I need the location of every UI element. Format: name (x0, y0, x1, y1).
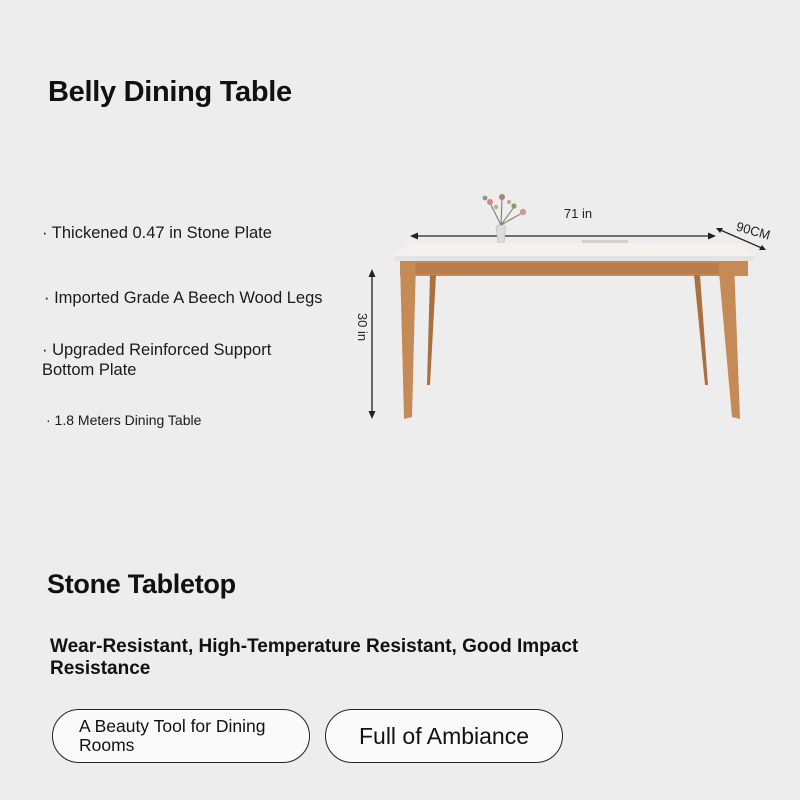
section-description: Wear-Resistant, High-Temperature Resistant, Good Impact Resistance (50, 636, 579, 679)
tag-beauty-tool-label: A Beauty Tool for Dining Rooms (79, 716, 266, 755)
stone-tabletop (394, 243, 754, 261)
product-title: Belly Dining Table (48, 76, 292, 108)
tag-ambiance (325, 709, 563, 763)
height-label: 30 in (355, 312, 370, 342)
height-dimension (355, 269, 376, 419)
tag-ambiance-label: Full of Ambiance (358, 722, 530, 749)
feature-stone-plate: · Thickened 0.47 in Stone Plate (42, 224, 272, 242)
dining-table-illustration (350, 185, 790, 430)
depth-label: 90CM (734, 218, 772, 243)
section-title: Stone Tabletop (47, 569, 236, 599)
width-dimension (410, 206, 716, 240)
tag-beauty-tool (52, 709, 310, 763)
feature-beech-legs: · Imported Grade A Beech Wood Legs (44, 289, 323, 307)
width-label: 71 in (563, 206, 593, 221)
table-legs (400, 261, 740, 419)
feature-table-size: · 1.8 Meters Dining Table (46, 412, 202, 428)
feature-support-plate: · Upgraded Reinforced Support Bottom Plate (42, 341, 272, 379)
